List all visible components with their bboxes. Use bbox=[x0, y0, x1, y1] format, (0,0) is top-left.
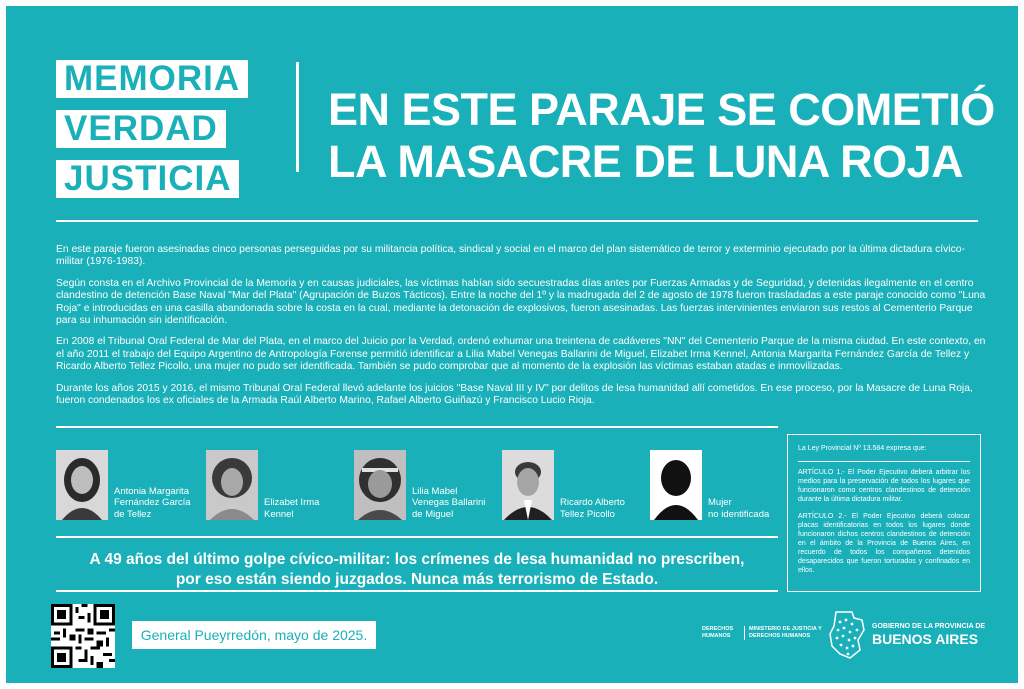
header-divider bbox=[296, 62, 299, 172]
top-rule bbox=[56, 220, 978, 222]
verdad-label: VERDAD bbox=[56, 110, 226, 148]
headline-line-2: LA MASACRE DE LUNA ROJA bbox=[328, 136, 964, 187]
dh-line-2: HUMANOS bbox=[702, 633, 731, 639]
derechos-humanos-logo bbox=[702, 626, 733, 640]
law-intro: La Ley Provincial Nº 13.584 expresa que: bbox=[798, 445, 927, 452]
portrait-woman-headband bbox=[354, 450, 406, 520]
province-map-icon bbox=[828, 610, 866, 660]
body-text bbox=[56, 244, 986, 416]
paragraph: En 2008 el Tribunal Oral Federal de Mar del Plata, en el marco del Juicio por la Verdad, ordenó exhumar una treintena de cadáveres "NN" del Cementerio Parque de la misma ciudad. En este contexto, en el año 2011 el trabajo del Equipo Argentino de Antropología Forense permitió identificar a Lilia Mabel Venegas Ballarini de Miguel, Elizabet Irma Kennel, Antonia Margarita Fernández García de Tellez y Ricardo Alberto Tellez Picollo, una mujer no pudo ser identificada. También se pudo comprobar que al momento de la explosión las víctimas estaban atadas e inmovilizadas. bbox=[56, 336, 986, 373]
bottom-rule bbox=[56, 590, 778, 592]
law-box bbox=[787, 434, 981, 592]
slogan-line-2: por eso están siendo juzgados. Nunca más terrorismo de Estado. bbox=[175, 571, 659, 588]
silhouette bbox=[650, 450, 702, 520]
portrait-man-suit bbox=[502, 450, 554, 520]
victims-row bbox=[56, 450, 786, 530]
qr-code[interactable] bbox=[51, 604, 115, 668]
header bbox=[56, 56, 995, 206]
victim-name: Ricardo Alberto Tellez Picollo bbox=[560, 497, 625, 520]
ministry-logo bbox=[744, 626, 822, 640]
portrait-woman-curly-hair bbox=[206, 450, 258, 520]
headline bbox=[328, 84, 995, 188]
victim-name: Antonia Margarita Fernández García de Tellez bbox=[114, 485, 191, 520]
paragraph: En este paraje fueron asesinadas cinco personas perseguidas por su militancia política, sindical y social en el marco del plan sistemático de terror y exterminio ejecutado por la última dictadura cívico-militar (1976-1983). bbox=[56, 244, 965, 268]
portrait-woman-dark-hair bbox=[56, 450, 108, 520]
government-label: GOBIERNO DE LA PROVINCIA DE bbox=[872, 623, 986, 630]
memoria-label: MEMORIA bbox=[56, 60, 248, 98]
dh-line-1: DERECHOS bbox=[702, 626, 734, 632]
place-date: General Pueyrredón, mayo de 2025. bbox=[132, 621, 376, 649]
justicia-label: JUSTICIA bbox=[56, 160, 239, 198]
province-name: BUENOS AIRES bbox=[872, 631, 979, 647]
victim-name: Lilia Mabel Venegas Ballarini de Miguel bbox=[412, 485, 486, 520]
law-article-1: ARTÍCULO 1.- El Poder Ejecutivo deberá arbitrar los medios para la preservación de todos los lugares que funcionaron como centros clandestinos de detención durante la última dictadura militar. bbox=[798, 469, 970, 503]
law-article-2: ARTÍCULO 2.- El Poder Ejecutivo deberá colocar placas identificatorias en todos los lugares donde funcionaron dichos centros clandestinos de detención en el ámbito de la Provincia de Buenos Aires, en recuerdo de todos los compañeros detenidos desaparecidos que fueron torturados y confinados en ellos. bbox=[798, 513, 970, 574]
paragraph: Según consta en el Archivo Provincial de la Memoria y en causas judiciales, las víctimas habían sido secuestradas días antes por Fuerzas Armadas y de Seguridad, y detenidas ilegalmente en el centro clandestino de detención Base Naval "Mar del Plata" (Agrupación de Buzos Tácticos). Entre la noche del 1º y la madrugada del 2 de agosto de 1978 fueron trasladadas a este paraje conocido como "Luna Roja" e introducidas en una casilla abandonada sobre la costa en la cual, mediante la detonación de explosivos, fueron asesinadas. Las fuerzas intervinientes enviaron sus restos al Cementerio Parque para su inhumación sin identificación. bbox=[56, 277, 986, 327]
law-divider bbox=[798, 461, 970, 462]
ministry-line-2: DERECHOS HUMANOS bbox=[749, 633, 811, 639]
paragraph: Durante los años 2015 y 2016, el mismo Tribunal Oral Federal llevó adelante los juicios "Base Naval III y IV" por delitos de lesa humanidad allí cometidos. En ese proceso, por la Masacre de Luna Roja, fueron condenados los ex oficiales de la Armada Raúl Alberto Marino, Rafael Alberto Guiñazú y Francisco Lucio Rioja. bbox=[56, 382, 973, 407]
victim-name: Mujer no identificada bbox=[708, 497, 770, 520]
slogan bbox=[56, 550, 778, 590]
middle-rule bbox=[56, 426, 778, 428]
ministry-line-1: MINISTERIO DE JUSTICIA Y bbox=[749, 626, 822, 632]
headline-line-1: EN ESTE PARAJE SE COMETIÓ bbox=[328, 84, 995, 135]
slogan-line-1: A 49 años del último golpe cívico-militar: los crímenes de lesa humanidad no prescriben, bbox=[89, 551, 745, 568]
slogan-rule bbox=[56, 536, 778, 538]
victim-name: Elizabet Irma Kennel bbox=[264, 497, 320, 520]
memorial-plaque bbox=[6, 6, 1018, 683]
